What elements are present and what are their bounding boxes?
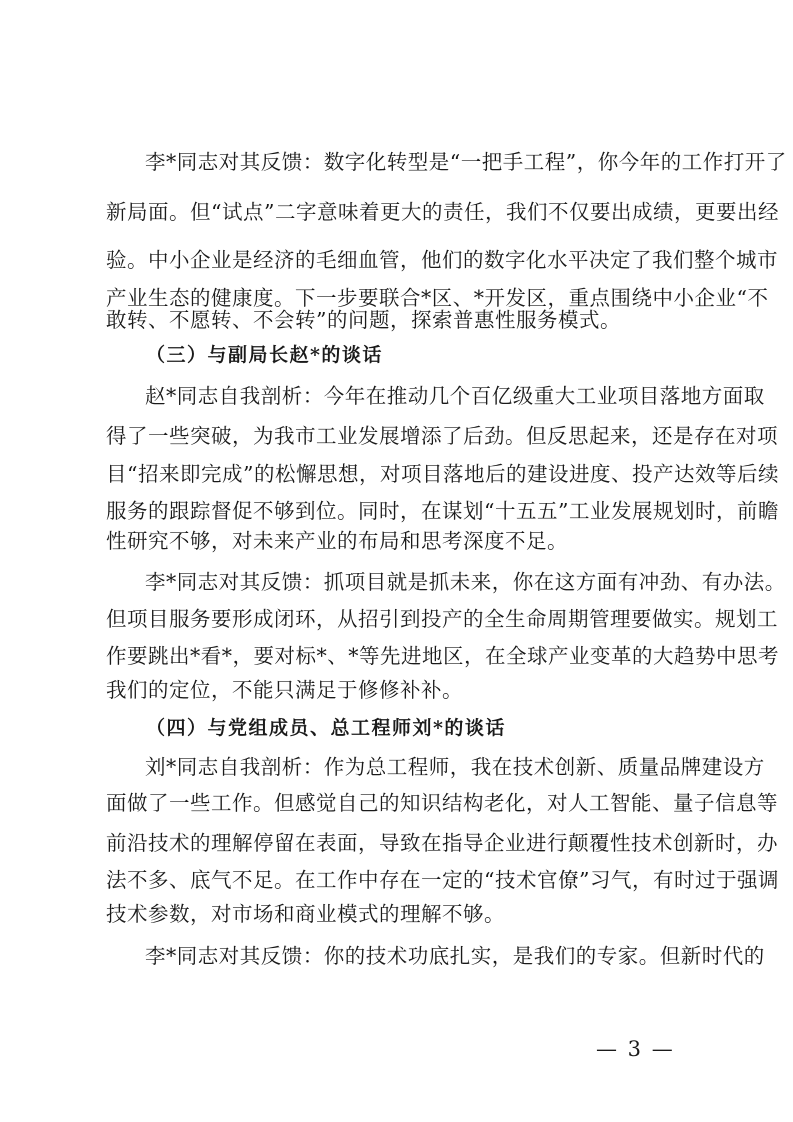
paragraph-line: 产业生态的健康度。下一步要联合*区、*开发区，重点围绕中小企业“不 — [106, 286, 769, 310]
paragraph-line: 服务的跟踪督促不够到位。同时，在谋划“十五五”工业发展规划时，前瞻 — [106, 499, 779, 523]
paragraph-line: 法不多、底气不足。在工作中存在一定的“技术官僚”习气，有时过于强调 — [106, 868, 779, 892]
paragraph-line: 作要跳出*看*，要对标*、*等先进地区，在全球产业变革的大趋势中思考 — [106, 644, 779, 668]
paragraph-line: 面做了一些工作。但感觉自己的知识结构老化，对人工智能、量子信息等 — [106, 791, 778, 815]
page-number: — 3 — — [596, 1037, 675, 1061]
paragraph-line: 前沿技术的理解停留在表面，导致在指导企业进行颠覆性技术创新时，办 — [106, 831, 778, 855]
paragraph-line: 敢转、不愿转、不会转”的问题，探索普惠性服务模式。 — [106, 308, 621, 332]
paragraph-line: 技术参数，对市场和商业模式的理解不够。 — [106, 902, 505, 926]
paragraph-line: 得了一些突破，为我市工业发展增添了后劲。但反思起来，还是存在对项 — [106, 424, 778, 448]
paragraph-line: 性研究不够，对未来产业的布局和思考深度不足。 — [106, 529, 568, 553]
paragraph-line: 刘*同志自我剖析：作为总工程师，我在技术创新、质量品牌建设方 — [145, 755, 765, 779]
paragraph-line: 验。中小企业是经济的毛细血管，他们的数字化水平决定了我们整个城市 — [106, 248, 778, 272]
paragraph-line: 我们的定位，不能只满足于修修补补。 — [106, 678, 463, 702]
paragraph-line: 新局面。但“试点”二字意味着更大的责任，我们不仅要出成绩，更要出经 — [106, 200, 779, 224]
paragraph-line: 李*同志对其反馈：你的技术功底扎实，是我们的专家。但新时代的 — [145, 944, 765, 968]
paragraph-line: 目“招来即完成”的松懈思想，对项目落地后的建设进度、投产达效等后续 — [106, 462, 779, 486]
paragraph-line: 但项目服务要形成闭环，从招引到投产的全生命周期管理要做实。规划工 — [106, 607, 778, 631]
section-heading: （三）与副局长赵*的谈话 — [146, 344, 383, 366]
paragraph-line: 李*同志对其反馈：抓项目就是抓未来，你在这方面有冲劲、有办法。 — [145, 570, 786, 594]
paragraph-line: 李*同志对其反馈：数字化转型是“一把手工程”，你今年的工作打开了 — [145, 150, 787, 174]
paragraph-line: 赵*同志自我剖析：今年在推动几个百亿级重大工业项目落地方面取 — [145, 384, 765, 408]
section-heading: （四）与党组成员、总工程师刘*的谈话 — [146, 717, 506, 739]
